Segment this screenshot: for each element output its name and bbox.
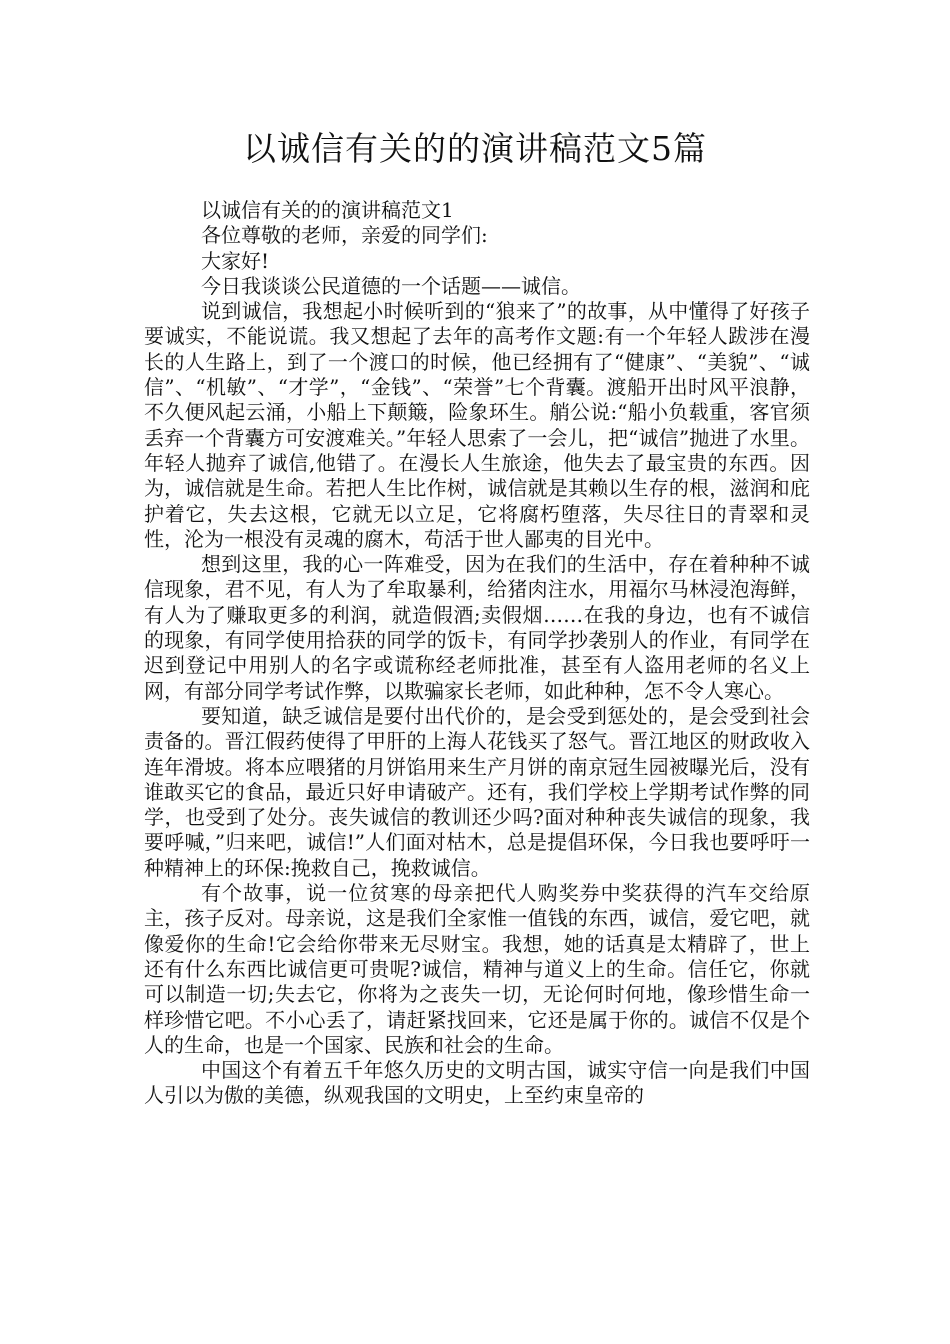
topic-line: 今日我谈谈公民道德的一个话题——诚信。: [201, 273, 581, 298]
document-body: [144, 198, 810, 1109]
salutation: 各位尊敬的老师，亲爱的同学们:: [201, 223, 488, 248]
body-paragraph: 说到诚信，我想起小时候听到的“狼来了”的故事，从中懂得了好孩子要诚实，不能说谎。我又想起了去年的高考作文题:有一个年轻人跋涉在漫长的人生路上，到了一个渡口的时候，他已经拥有了“健康”、“美貌”、“诚信”、“机敏”、“才学”，“金钱”、“荣誉”七个背囊。渡船开出时风平浪静，不久便风起云涌，小船上下颠簸，险象环生。艄公说:“船小负载重，客官须丢弃一个背囊方可安渡难关。”年轻人思索了一会儿，把“诚信”抛进了水里。年轻人抛弃了诚信,他错了。在漫长人生旅途，他失去了最宝贵的东西。因为，诚信就是生命。若把人生比作树，诚信就是其赖以生存的根，滋润和庇护着它，失去这根，它就无以立足，它将腐朽堕落，失尽往日的青翠和灵性，沦为一根没有灵魂的腐木，苟活于世人鄙夷的目光中。: [144, 299, 810, 551]
body-paragraph: 想到这里，我的心一阵难受，因为在我们的生活中，存在着种种不诚信现象，君不见，有人为了牟取暴利，给猪肉注水，用福尔马林浸泡海鲜，有人为了赚取更多的利润，就造假酒;卖假烟……在我的身边，也有不诚信的现象，有同学使用拾获的同学的饭卡，有同学抄袭别人的作业，有同学在迟到登记中用别人的名字或谎称经老师批准，甚至有人盗用老师的名义上网，有部分同学考试作弊，以欺骗家长老师，如此种种，怎不令人寒心。: [144, 552, 810, 703]
body-paragraph: 中国这个有着五千年悠久历史的文明古国，诚实守信一向是我们中国人引以为傲的美德，纵观我国的文明史，上至约束皇帝的: [144, 1058, 810, 1108]
body-paragraph: 要知道，缺乏诚信是要付出代价的，是会受到惩处的，是会受到社会责备的。晋江假药使得了甲肝的上海人花钱买了怒气。晋江地区的财政收入连年滑坡。将本应喂猪的月饼馅用来生产月饼的南京冠生园被曝光后，没有谁敢买它的食品，最近只好申请破产。还有，我们学校上学期考试作弊的同学，也受到了处分。丧失诚信的教训还少吗?面对种种丧失诚信的现象，我要呼喊，”归来吧，诚信!”人们面对枯木，总是提倡环保，今日我也要呼吁一种精神上的环保:挽救自己，挽救诚信。: [144, 703, 810, 880]
greeting: 大家好!: [201, 248, 270, 273]
section-heading: 以诚信有关的的演讲稿范文1: [201, 198, 454, 222]
document-title: 以诚信有关的的演讲稿范文5篇: [243, 129, 707, 168]
body-paragraph: 有个故事，说一位贫寒的母亲把代人购奖券中奖获得的汽车交给原主，孩子反对。母亲说，这是我们全家惟一值钱的东西，诚信，爱它吧，就像爱你的生命!它会给你带来无尽财宝。我想，她的话真是太精辟了，世上还有什么东西比诚信更可贵呢?诚信，精神与道义上的生命。信任它，你就可以制造一切;失去它，你将为之丧失一切，无论何时何地，像珍惜生命一样珍惜它吧。不小心丢了，请赶紧找回来，它还是属于你的。诚信不仅是个人的生命，也是一个国家、民族和社会的生命。: [144, 881, 810, 1057]
